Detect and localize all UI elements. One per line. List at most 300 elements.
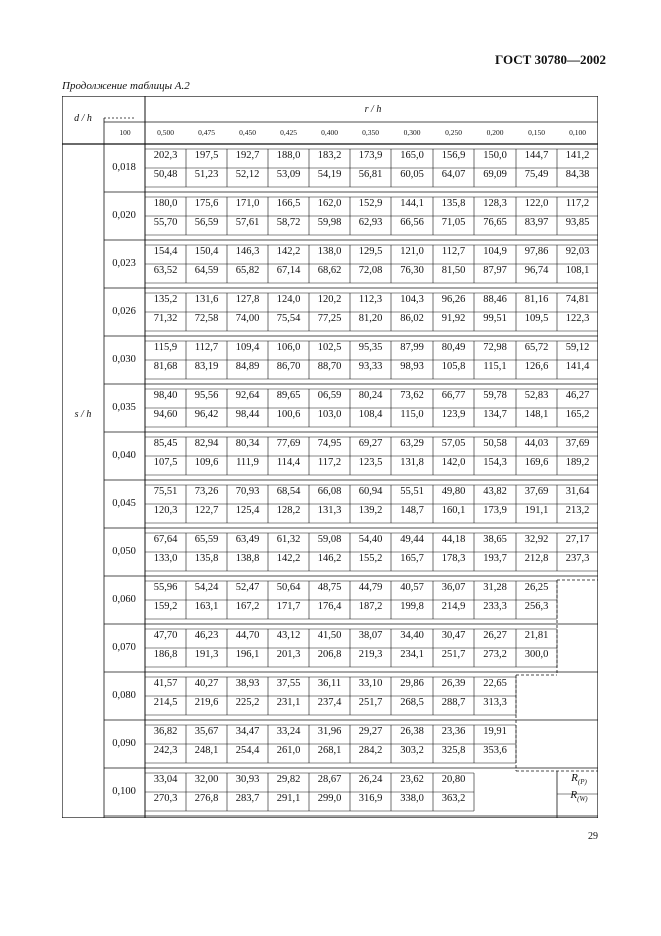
s-value: 0,060 [112, 594, 136, 605]
table-cell: 43,12 [276, 630, 301, 641]
table-cell: 114,4 [276, 457, 301, 468]
table-cell: 251,7 [358, 697, 383, 708]
table-cell: 28,67 [317, 774, 342, 785]
table-cell: 36,11 [317, 678, 342, 689]
legend-rw-symbol: R [570, 789, 578, 801]
table-cell: 144,1 [400, 198, 424, 209]
table-cell: 84,38 [565, 169, 590, 180]
table-cell: 54,40 [358, 534, 383, 545]
table-cell: 50,48 [153, 169, 178, 180]
table-cell: 150,0 [483, 150, 507, 161]
table-cell: 26,25 [524, 582, 549, 593]
table-cell: 353,6 [483, 745, 507, 756]
table-cell: 67,14 [276, 265, 301, 276]
s-value: 0,020 [112, 210, 136, 221]
table-cell: 31,96 [317, 726, 342, 737]
table-cell: 71,05 [441, 217, 466, 228]
legend-rp [571, 773, 587, 786]
table-cell: 131,8 [400, 457, 424, 468]
table-cell: 38,65 [483, 534, 507, 545]
table-cell: 69,09 [483, 169, 507, 180]
table-cell: 62,93 [358, 217, 383, 228]
table-cell: 59,08 [317, 534, 342, 545]
table-cell: 109,5 [524, 313, 549, 324]
table-cell: 141,2 [565, 150, 590, 161]
table-cell: 123,5 [358, 457, 383, 468]
table-cell: 27,17 [565, 534, 590, 545]
page-number: 29 [588, 831, 598, 842]
table-cell: 115,1 [483, 361, 507, 372]
table-cell: 76,30 [400, 265, 424, 276]
table-cell: 88,70 [317, 361, 342, 372]
table-cell: 46,27 [565, 390, 590, 401]
table-cell: 115,0 [400, 409, 424, 420]
legend-rp-symbol: R [571, 772, 578, 784]
table-cell: 96,26 [441, 294, 466, 305]
table-cell: 99,51 [483, 313, 507, 324]
table-cell: 120,3 [153, 505, 178, 516]
table-cell: 74,95 [317, 438, 342, 449]
table-cell: 139,2 [358, 505, 383, 516]
table-cell: 169,6 [524, 457, 549, 468]
s-value: 0,018 [112, 162, 136, 173]
table-cell: 120,2 [317, 294, 342, 305]
table-cell: 80,34 [235, 438, 260, 449]
table-cell: 49,44 [400, 534, 424, 545]
table-cell: 34,40 [400, 630, 424, 641]
table-cell: 50,58 [483, 438, 507, 449]
table-cell: 148,7 [400, 505, 424, 516]
table-cell: 173,9 [483, 505, 507, 516]
table-cell: 87,97 [483, 265, 507, 276]
table-cell: 144,7 [524, 150, 549, 161]
table-cell: 112,3 [358, 294, 383, 305]
table-cell: 165,0 [400, 150, 424, 161]
column-header: 0,475 [198, 128, 215, 137]
table-cell: 95,35 [358, 342, 383, 353]
table-cell: 54,19 [317, 169, 342, 180]
table-cell: 109,6 [194, 457, 219, 468]
column-header: 0,300 [403, 128, 421, 137]
table-cell: 26,27 [483, 630, 507, 641]
table-cell: 163,1 [194, 601, 219, 612]
table-cell: 146,3 [235, 246, 260, 257]
table-cell: 91,92 [441, 313, 466, 324]
table-cell: 66,08 [317, 486, 342, 497]
table-cell: 93,85 [565, 217, 590, 228]
table-cell: 273,2 [483, 649, 507, 660]
table-cell: 32,92 [524, 534, 549, 545]
table-cell: 284,2 [358, 745, 383, 756]
table-cell: 34,47 [235, 726, 260, 737]
table-cell: 37,69 [524, 486, 549, 497]
table-cell: 88,46 [483, 294, 507, 305]
table-cell: 44,79 [358, 582, 383, 593]
table-cell: 33,10 [358, 678, 383, 689]
table-cell: 40,57 [400, 582, 424, 593]
table-cell: 112,7 [194, 342, 219, 353]
table-cell: 219,3 [358, 649, 383, 660]
table-cell: 60,05 [400, 169, 424, 180]
table-cell: 254,4 [235, 745, 260, 756]
table-cell: 115,9 [153, 342, 178, 353]
s-value: 0,035 [112, 402, 136, 413]
table-cell: 86,02 [400, 313, 424, 324]
table-cell: 338,0 [400, 793, 424, 804]
table-cell: 121,0 [400, 246, 424, 257]
table-cell: 363,2 [441, 793, 466, 804]
table-cell: 93,33 [358, 361, 383, 372]
legend-rw-sub: (W) [577, 795, 588, 804]
table-cell: 129,5 [358, 246, 383, 257]
s-value: 0,023 [112, 258, 136, 269]
table-cell: 52,83 [524, 390, 549, 401]
table-cell: 81,20 [358, 313, 383, 324]
table-cell: 29,82 [276, 774, 301, 785]
table-cell: 237,3 [565, 553, 590, 564]
table-cell: 20,80 [441, 774, 466, 785]
table-cell: 26,39 [441, 678, 466, 689]
column-header: 0,250 [445, 128, 462, 137]
table-cell: 83,97 [524, 217, 549, 228]
table-cell: 65,72 [524, 342, 549, 353]
table-cell: 117,2 [565, 198, 590, 209]
table-cell: 19,91 [483, 726, 507, 737]
table-cell: 96,74 [524, 265, 549, 276]
table-cell: 219,6 [194, 697, 219, 708]
table-cell: 64,59 [194, 265, 219, 276]
table-cell: 96,42 [194, 409, 219, 420]
s-value: 0,045 [112, 498, 136, 509]
table-cell: 171,7 [276, 601, 301, 612]
table-cell: 80,24 [358, 390, 383, 401]
table-cell: 128,3 [483, 198, 507, 209]
table-cell: 47,70 [153, 630, 178, 641]
table-cell: 186,8 [153, 649, 178, 660]
table-cell: 142,2 [276, 553, 301, 564]
table-cell: 59,98 [317, 217, 342, 228]
table-cell: 73,62 [400, 390, 424, 401]
table-cell: 299,0 [317, 793, 342, 804]
table-cell: 183,2 [317, 150, 342, 161]
table-cell: 188,0 [276, 150, 301, 161]
table-cell: 94,60 [153, 409, 178, 420]
table-cell: 36,82 [153, 726, 178, 737]
table-cell: 54,24 [194, 582, 219, 593]
table-cell: 82,94 [194, 438, 219, 449]
column-header: 0,425 [280, 128, 297, 137]
table-cell: 313,3 [483, 697, 507, 708]
table-cell: 270,3 [153, 793, 178, 804]
s-value: 0,026 [112, 306, 136, 317]
table-cell: 134,7 [483, 409, 507, 420]
table-cell: 108,4 [358, 409, 383, 420]
table-cell: 103,0 [317, 409, 342, 420]
table-cell: 89,65 [276, 390, 301, 401]
column-header: 0,500 [157, 128, 174, 137]
table-cell: 202,3 [153, 150, 178, 161]
table-cell: 73,26 [194, 486, 219, 497]
table-cell: 75,54 [276, 313, 301, 324]
table-cell: 81,68 [153, 361, 178, 372]
table-cell: 123,9 [441, 409, 466, 420]
table-cell: 44,70 [235, 630, 260, 641]
table-cell: 154,3 [483, 457, 507, 468]
table-cell: 68,54 [276, 486, 301, 497]
table-cell: 92,03 [565, 246, 590, 257]
table-cell: 237,4 [317, 697, 342, 708]
table-cell: 276,8 [194, 793, 219, 804]
legend-rw [570, 790, 587, 803]
table-cell: 133,0 [153, 553, 178, 564]
table-cell: 55,51 [400, 486, 424, 497]
table-cell: 66,77 [441, 390, 466, 401]
table-cell: 102,5 [317, 342, 342, 353]
table-cell: 173,9 [358, 150, 383, 161]
table-cell: 63,49 [235, 534, 260, 545]
table-cell: 214,5 [153, 697, 178, 708]
table-cell: 155,2 [358, 553, 383, 564]
table-cell: 283,7 [235, 793, 260, 804]
table-cell: 06,59 [317, 390, 342, 401]
table-cell: 65,59 [194, 534, 219, 545]
table-cell: 81,50 [441, 265, 466, 276]
column-header: 0,450 [239, 128, 256, 137]
table-cell: 225,2 [235, 697, 260, 708]
s-value: 0,090 [112, 738, 136, 749]
table-cell: 55,70 [153, 217, 178, 228]
table-cell: 192,7 [235, 150, 260, 161]
table-cell: 199,8 [400, 601, 424, 612]
table-cell: 166,5 [276, 198, 301, 209]
r-label: r / h [364, 104, 382, 115]
table-cell: 87,99 [400, 342, 424, 353]
table-cell: 69,27 [358, 438, 383, 449]
table-cell: 68,62 [317, 265, 342, 276]
table-cell: 234,1 [400, 649, 424, 660]
table-cell: 48,75 [317, 582, 342, 593]
table-cell: 165,2 [565, 409, 590, 420]
table-cell: 38,93 [235, 678, 260, 689]
table-cell: 77,69 [276, 438, 301, 449]
table-cell: 197,5 [194, 150, 219, 161]
table-cell: 122,7 [194, 505, 219, 516]
table-cell: 92,64 [235, 390, 260, 401]
legend-rp-sub: (P) [577, 778, 587, 787]
table-cell: 206,8 [317, 649, 342, 660]
table-cell: 256,3 [524, 601, 549, 612]
table-cell: 159,2 [153, 601, 178, 612]
table-cell: 138,0 [317, 246, 342, 257]
table-cell: 152,9 [358, 198, 383, 209]
table-cell: 52,47 [235, 582, 260, 593]
table-cell: 124,0 [276, 294, 301, 305]
table-cell: 75,51 [153, 486, 178, 497]
table-cell: 167,2 [235, 601, 260, 612]
table-cell: 74,81 [565, 294, 590, 305]
table-cell: 135,8 [194, 553, 219, 564]
table-cell: 122,3 [565, 313, 590, 324]
table-cell: 37,69 [565, 438, 590, 449]
s-value: 0,070 [112, 642, 136, 653]
table-cell: 44,03 [524, 438, 549, 449]
table-cell: 187,2 [358, 601, 383, 612]
table-cell: 57,05 [441, 438, 466, 449]
table-cell: 38,07 [358, 630, 383, 641]
table-cell: 291,1 [276, 793, 301, 804]
table-cell: 112,7 [441, 246, 466, 257]
s-value: 0,040 [112, 450, 136, 461]
table-cell: 59,12 [565, 342, 590, 353]
table-cell: 29,86 [400, 678, 424, 689]
table-cell: 41,50 [317, 630, 342, 641]
table-cell: 85,45 [153, 438, 178, 449]
table-cell: 148,1 [524, 409, 549, 420]
table-cell: 180,0 [153, 198, 178, 209]
table-cell: 171,0 [235, 198, 260, 209]
table-caption: Продолжение таблицы А.2 [62, 80, 190, 92]
table-cell: 248,1 [194, 745, 219, 756]
table-cell: 46,23 [194, 630, 219, 641]
table-cell: 231,1 [276, 697, 301, 708]
table-cell: 21,81 [524, 630, 549, 641]
table-cell: 150,4 [194, 246, 219, 257]
table-cell: 33,24 [276, 726, 301, 737]
table-cell: 57,61 [235, 217, 260, 228]
table-cell: 33,04 [153, 774, 178, 785]
table-cell: 178,3 [441, 553, 466, 564]
table-cell: 36,07 [441, 582, 466, 593]
table-cell: 56,81 [358, 169, 383, 180]
table-cell: 316,9 [358, 793, 383, 804]
table-cell: 193,7 [483, 553, 507, 564]
table-cell: 128,2 [276, 505, 301, 516]
column-header: 0,200 [486, 128, 504, 137]
table-cell: 141,4 [565, 361, 590, 372]
table-cell: 196,1 [235, 649, 260, 660]
table-cell: 84,89 [235, 361, 260, 372]
table-cell: 146,2 [317, 553, 342, 564]
table-cell: 242,3 [153, 745, 178, 756]
table-cell: 30,93 [235, 774, 260, 785]
table-cell: 65,82 [235, 265, 260, 276]
table-cell: 53,09 [276, 169, 301, 180]
table-cell: 72,98 [483, 342, 507, 353]
table-cell: 131,3 [317, 505, 342, 516]
document-header: ГОСТ 30780—2002 [495, 52, 607, 67]
table-cell: 125,4 [235, 505, 260, 516]
table-cell: 107,5 [153, 457, 178, 468]
table-cell: 23,36 [441, 726, 466, 737]
table-cell: 61,32 [276, 534, 301, 545]
table-cell: 154,4 [153, 246, 178, 257]
table-cell: 44,18 [441, 534, 466, 545]
table-cell: 176,4 [317, 601, 342, 612]
table-cell: 86,70 [276, 361, 301, 372]
table-cell: 43,82 [483, 486, 507, 497]
data-table [62, 96, 598, 818]
table-cell: 75,49 [524, 169, 549, 180]
table-cell: 233,3 [483, 601, 507, 612]
table-cell: 98,44 [235, 409, 260, 420]
table-cell: 22,65 [483, 678, 507, 689]
column-header: 0,400 [321, 128, 338, 137]
s-value: 0,030 [112, 354, 136, 365]
table-cell: 26,24 [358, 774, 383, 785]
table-cell: 63,52 [153, 265, 178, 276]
table-cell: 97,86 [524, 246, 549, 257]
table-cell: 72,58 [194, 313, 219, 324]
table-cell: 31,28 [483, 582, 507, 593]
table-cell: 131,6 [194, 294, 219, 305]
column-header: 0,100 [569, 128, 586, 137]
table-cell: 122,0 [524, 198, 549, 209]
table-cell: 40,27 [194, 678, 219, 689]
table-cell: 109,4 [235, 342, 260, 353]
table-cell: 59,78 [483, 390, 507, 401]
table-cell: 165,7 [400, 553, 424, 564]
s-value: 0,100 [112, 786, 136, 797]
table-cell: 303,2 [400, 745, 424, 756]
table-cell: 105,8 [441, 361, 466, 372]
table-cell: 26,38 [400, 726, 424, 737]
table-cell: 162,0 [317, 198, 342, 209]
table-cell: 31,64 [565, 486, 590, 497]
table-cell: 52,12 [235, 169, 260, 180]
table-cell: 51,23 [194, 169, 219, 180]
table-cell: 117,2 [317, 457, 342, 468]
table-cell: 76,65 [483, 217, 507, 228]
table-cell: 104,9 [483, 246, 507, 257]
table-cell: 23,62 [400, 774, 424, 785]
corner-value: 100 [119, 128, 131, 137]
column-header: 0,350 [362, 128, 379, 137]
table-cell: 100,6 [276, 409, 301, 420]
corner-label: d / h [74, 113, 92, 124]
table-cell: 32,00 [194, 774, 219, 785]
table-cell: 98,93 [400, 361, 424, 372]
table-cell: 175,6 [194, 198, 219, 209]
table-cell: 191,1 [524, 505, 549, 516]
table-cell: 189,2 [565, 457, 590, 468]
table-cell: 77,25 [317, 313, 342, 324]
table-cell: 288,7 [441, 697, 466, 708]
table-cell: 268,5 [400, 697, 424, 708]
table-cell: 111,9 [236, 457, 259, 468]
table-cell: 70,93 [235, 486, 260, 497]
table-cell: 63,29 [400, 438, 424, 449]
table-cell: 81,16 [524, 294, 549, 305]
table-cell: 142,2 [276, 246, 301, 257]
table-cell: 104,3 [400, 294, 424, 305]
table-cell: 325,8 [441, 745, 466, 756]
table-cell: 108,1 [565, 265, 590, 276]
table-cell: 106,0 [276, 342, 301, 353]
table-cell: 268,1 [317, 745, 342, 756]
table-cell: 72,08 [358, 265, 383, 276]
table-cell: 67,64 [153, 534, 178, 545]
table-cell: 95,56 [194, 390, 219, 401]
table-cell: 71,32 [153, 313, 178, 324]
table-cell: 300,0 [524, 649, 549, 660]
table-cell: 80,49 [441, 342, 466, 353]
table-cell: 160,1 [441, 505, 466, 516]
table-cell: 251,7 [441, 649, 466, 660]
table-cell: 214,9 [441, 601, 466, 612]
table-cell: 56,59 [194, 217, 219, 228]
table-cell: 64,07 [441, 169, 466, 180]
table-cell: 191,3 [194, 649, 219, 660]
